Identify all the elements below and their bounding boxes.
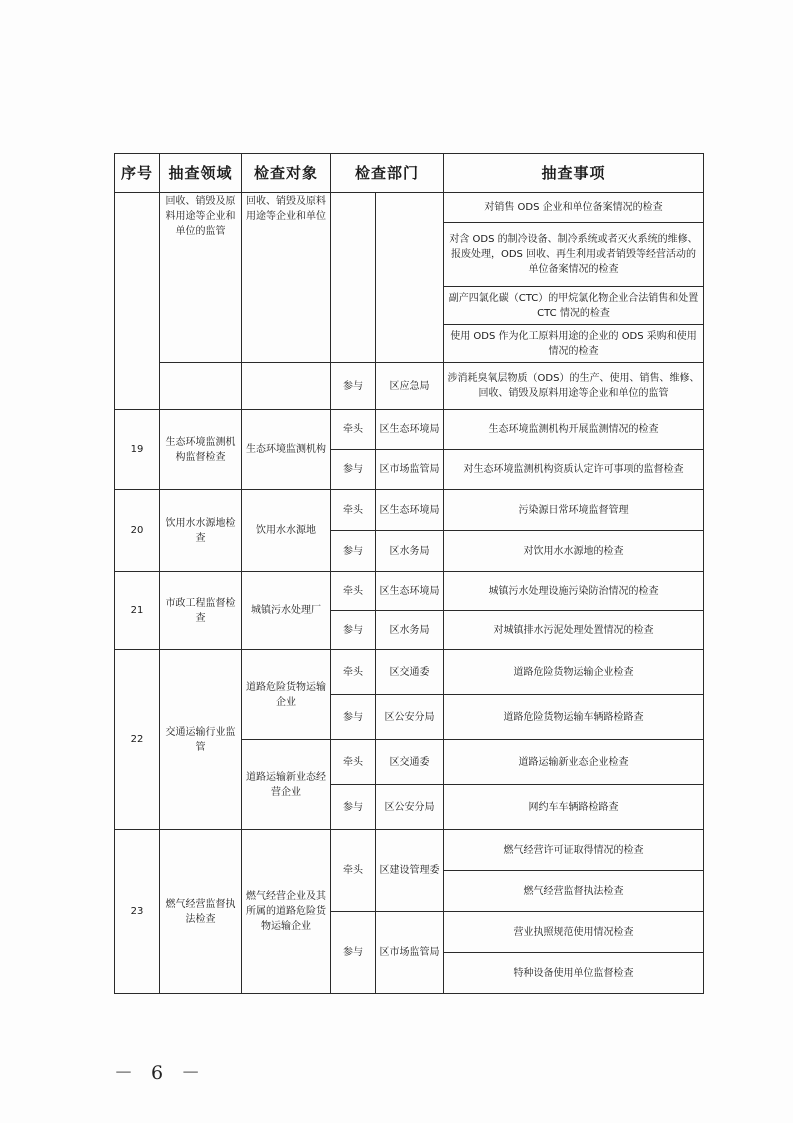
cell-area: 饮用水水源地检查 (160, 490, 242, 572)
cell-object: 生态环境监测机构 (242, 410, 331, 490)
cell-item: 对饮用水水源地的检查 (444, 531, 704, 572)
cell-role: 参与 (331, 611, 376, 650)
cell-object: 道路运输新业态经营企业 (242, 740, 331, 830)
cell-role: 参与 (331, 785, 376, 830)
cell-dept: 区水务局 (376, 611, 444, 650)
cell-area: 燃气经营监督执法检查 (160, 830, 242, 994)
cell-object: 燃气经营企业及其所属的道路危险货物运输企业 (242, 830, 331, 994)
table-header-row (115, 154, 704, 193)
cell-item: 污染源日常环境监督管理 (444, 490, 704, 531)
cell-dept: 区水务局 (376, 531, 444, 572)
cell-dept: 区交通委 (376, 650, 444, 695)
cell-serial (115, 193, 160, 410)
cell-serial: 19 (115, 410, 160, 490)
cell-item: 生态环境监测机构开展监测情况的检查 (444, 410, 704, 450)
cell-serial: 20 (115, 490, 160, 572)
cell-serial: 22 (115, 650, 160, 830)
cell-area: 回收、销毁及原料用途等企业和单位的监管 (160, 193, 242, 363)
cell-dept: 区生态环境局 (376, 410, 444, 450)
cell-role: 牵头 (331, 572, 376, 611)
cell-item: 对含 ODS 的制冷设备、制冷系统或者灭火系统的维修、报废处理，ODS 回收、再生利用或者销毁等经营活动的单位备案情况的检查 (444, 223, 704, 287)
cell-object: 回收、销毁及原料用途等企业和单位 (242, 193, 331, 363)
table-row (115, 572, 704, 611)
cell-dept: 区交通委 (376, 740, 444, 785)
cell-dept: 区建设管理委 (376, 830, 444, 912)
cell-item: 使用 ODS 作为化工原料用途的企业的 ODS 采购和使用情况的检查 (444, 325, 704, 363)
cell-dept: 区生态环境局 (376, 572, 444, 611)
inspection-table (114, 153, 704, 994)
table-row (115, 830, 704, 871)
cell-object: 城镇污水处理厂 (242, 572, 331, 650)
cell-role: 参与 (331, 912, 376, 994)
cell-serial: 23 (115, 830, 160, 994)
cell-item: 道路危险货物运输企业检查 (444, 650, 704, 695)
cell-item: 道路危险货物运输车辆路检路查 (444, 695, 704, 740)
cell-item: 营业执照规范使用情况检查 (444, 912, 704, 953)
table-row (115, 193, 704, 223)
header-serial: 序号 (115, 154, 160, 193)
header-department: 检查部门 (331, 154, 444, 193)
cell-serial: 21 (115, 572, 160, 650)
page-number: － 6 － (114, 1062, 207, 1084)
cell-object: 道路危险货物运输企业 (242, 650, 331, 740)
cell-role: 牵头 (331, 490, 376, 531)
cell-role: 牵头 (331, 410, 376, 450)
cell-object: 饮用水水源地 (242, 490, 331, 572)
cell-dept: 区市场监管局 (376, 912, 444, 994)
cell-item: 燃气经营许可证取得情况的检查 (444, 830, 704, 871)
cell-area: 生态环境监测机构监督检查 (160, 410, 242, 490)
cell-item: 网约车车辆路检路查 (444, 785, 704, 830)
cell-dept: 区应急局 (376, 363, 444, 410)
cell-item: 道路运输新业态企业检查 (444, 740, 704, 785)
cell-role: 牵头 (331, 650, 376, 695)
cell-role: 参与 (331, 363, 376, 410)
cell-role (331, 193, 376, 363)
cell-dept (376, 193, 444, 363)
table-row (115, 363, 704, 410)
cell-role: 牵头 (331, 740, 376, 785)
table-row (115, 650, 704, 695)
cell-role: 参与 (331, 695, 376, 740)
cell-item: 特种设备使用单位监督检查 (444, 953, 704, 994)
header-area: 抽查领域 (160, 154, 242, 193)
cell-item: 对生态环境监测机构资质认定许可事项的监督检查 (444, 450, 704, 490)
cell-dept: 区公安分局 (376, 695, 444, 740)
cell-role: 参与 (331, 531, 376, 572)
cell-item: 副产四氯化碳（CTC）的甲烷氯化物企业合法销售和处置 CTC 情况的检查 (444, 287, 704, 325)
cell-item: 燃气经营监督执法检查 (444, 871, 704, 912)
cell-item: 城镇污水处理设施污染防治情况的检查 (444, 572, 704, 611)
cell-dept: 区生态环境局 (376, 490, 444, 531)
cell-item: 涉消耗臭氧层物质（ODS）的生产、使用、销售、维修、回收、销毁及原料用途等企业和单位的监管 (444, 363, 704, 410)
cell-area: 市政工程监督检查 (160, 572, 242, 650)
cell-object (242, 363, 331, 410)
cell-dept: 区公安分局 (376, 785, 444, 830)
cell-role: 牵头 (331, 830, 376, 912)
cell-dept: 区市场监管局 (376, 450, 444, 490)
table-row (115, 490, 704, 531)
cell-item: 对城镇排水污泥处理处置情况的检查 (444, 611, 704, 650)
cell-area (160, 363, 242, 410)
header-object: 检查对象 (242, 154, 331, 193)
cell-role: 参与 (331, 450, 376, 490)
header-items: 抽查事项 (444, 154, 704, 193)
cell-area: 交通运输行业监管 (160, 650, 242, 830)
table-row (115, 410, 704, 450)
cell-item: 对销售 ODS 企业和单位备案情况的检查 (444, 193, 704, 223)
